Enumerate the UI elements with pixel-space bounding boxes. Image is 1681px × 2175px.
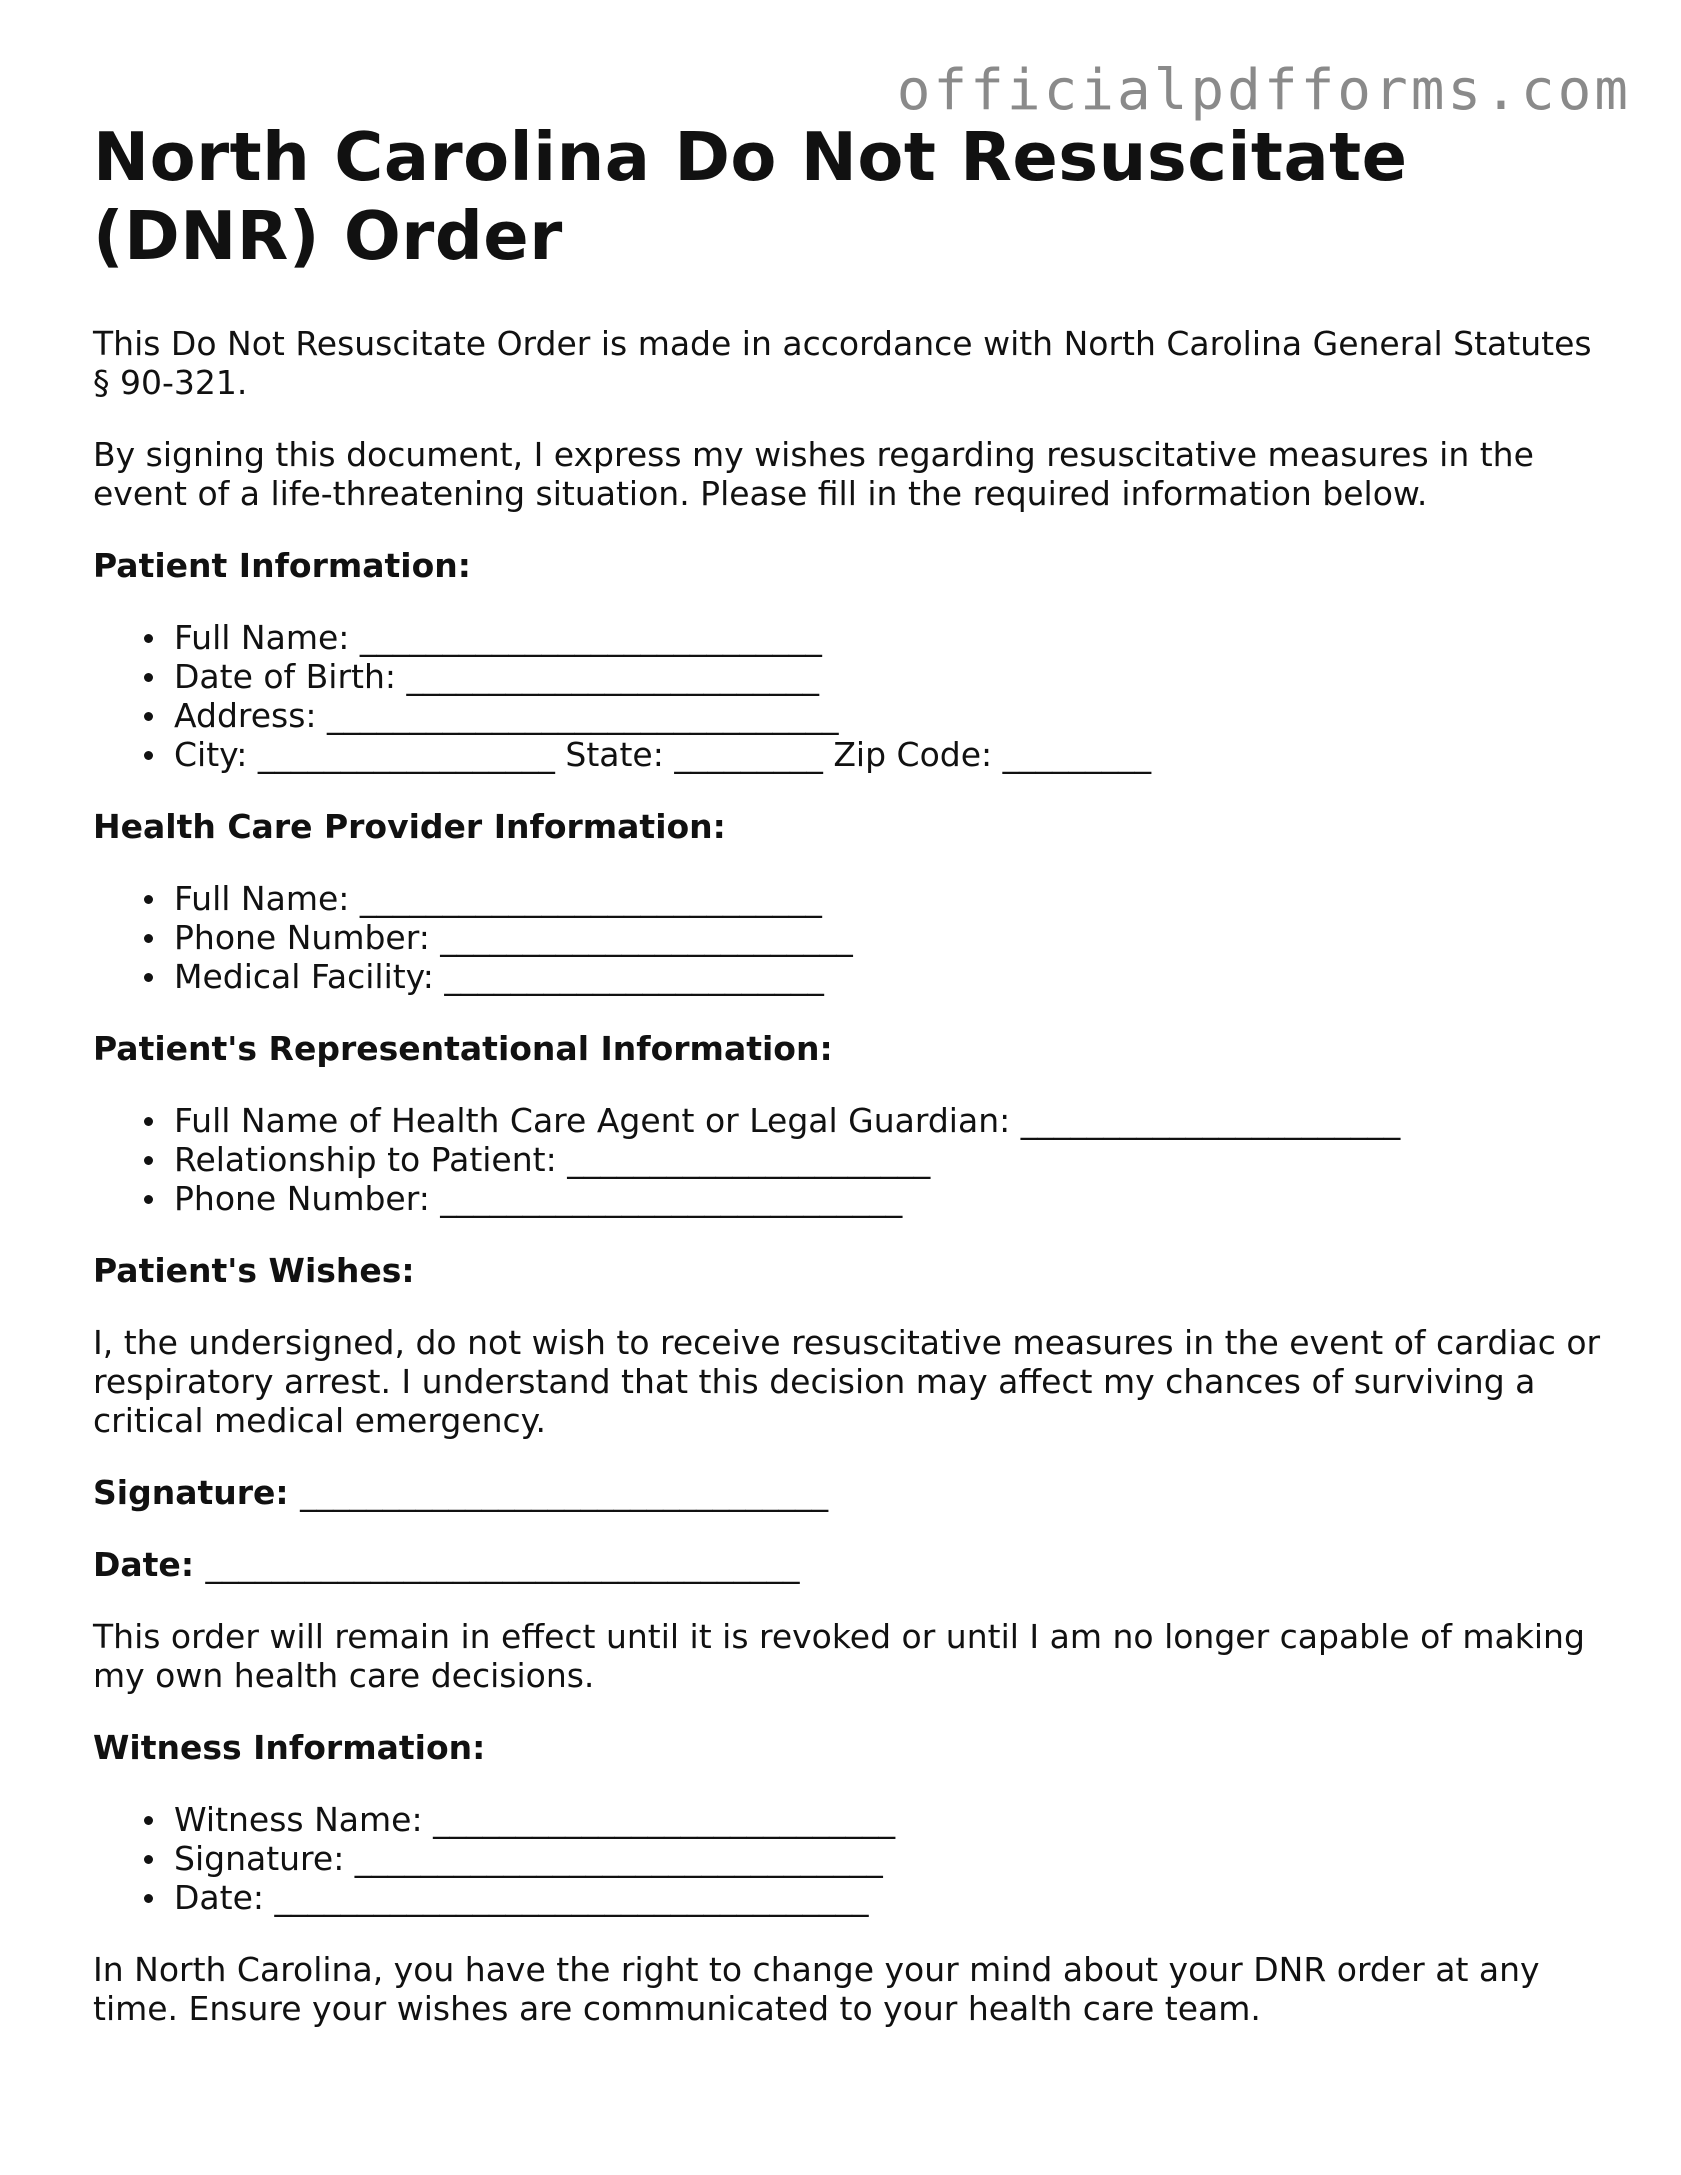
- effect-text: This order will remain in effect until it is revoked or until I am no longer capable of making my own health care decisions.: [93, 1617, 1585, 1695]
- provider-full-name-field[interactable]: Full Name: ____________________________: [174, 879, 1603, 918]
- representative-info-heading: Patient's Representational Information:: [93, 1029, 833, 1068]
- document-title: North Carolina Do Not Resuscitate (DNR) Order: [93, 118, 1408, 275]
- representative-name-field[interactable]: Full Name of Health Care Agent or Legal Guardian: _______________________: [174, 1101, 1603, 1140]
- patient-info-list: [93, 618, 1603, 774]
- patient-city-state-zip-field[interactable]: City: __________________ State: _________ Zip Code: _________: [174, 735, 1603, 774]
- patient-info-heading: Patient Information:: [93, 546, 471, 585]
- patient-dob-field[interactable]: Date of Birth: _________________________: [174, 657, 1603, 696]
- witness-name-field[interactable]: Witness Name: ____________________________: [174, 1800, 1603, 1839]
- patient-date-line[interactable]: [93, 1545, 1603, 1584]
- wishes-heading: Patient's Wishes:: [93, 1251, 415, 1290]
- representative-relationship-field[interactable]: Relationship to Patient: ______________________: [174, 1140, 1603, 1179]
- witness-info-heading: Witness Information:: [93, 1728, 486, 1767]
- signature-label: Signature:: [93, 1473, 289, 1512]
- witness-date-field[interactable]: Date: ____________________________________: [174, 1878, 1603, 1917]
- watermark: officialpdfforms.com: [896, 58, 1631, 123]
- intro-instructions: By signing this document, I express my wishes regarding resuscitative measures in the event of a life-threatening situation. Please fill in the required information below.: [93, 435, 1534, 513]
- patient-signature-line[interactable]: [93, 1473, 1603, 1512]
- witness-info-list: [93, 1800, 1603, 1917]
- provider-facility-field[interactable]: Medical Facility: _______________________: [174, 957, 1603, 996]
- closing-text: In North Carolina, you have the right to change your mind about your DNR order at any time. Ensure your wishes are communicated to your health care team.: [93, 1950, 1540, 2028]
- representative-phone-field[interactable]: Phone Number: ____________________________: [174, 1179, 1603, 1218]
- signature-blank[interactable]: ________________________________: [300, 1473, 829, 1512]
- representative-info-list: [93, 1101, 1603, 1218]
- intro-statute: This Do Not Resuscitate Order is made in accordance with North Carolina General Statutes § 90-321.: [93, 324, 1592, 402]
- provider-info-heading: Health Care Provider Information:: [93, 807, 726, 846]
- patient-address-field[interactable]: Address: _______________________________: [174, 696, 1603, 735]
- document-body: [93, 118, 1603, 2028]
- wishes-text: I, the undersigned, do not wish to receive resuscitative measures in the event of cardiac or respiratory arrest. I understand that this decision may affect my chances of surviving a critical medical emergency.: [93, 1323, 1601, 1440]
- date-label: Date:: [93, 1545, 195, 1584]
- provider-phone-field[interactable]: Phone Number: _________________________: [174, 918, 1603, 957]
- date-blank[interactable]: ____________________________________: [205, 1545, 800, 1584]
- witness-signature-field[interactable]: Signature: ________________________________: [174, 1839, 1603, 1878]
- provider-info-list: [93, 879, 1603, 996]
- patient-full-name-field[interactable]: Full Name: ____________________________: [174, 618, 1603, 657]
